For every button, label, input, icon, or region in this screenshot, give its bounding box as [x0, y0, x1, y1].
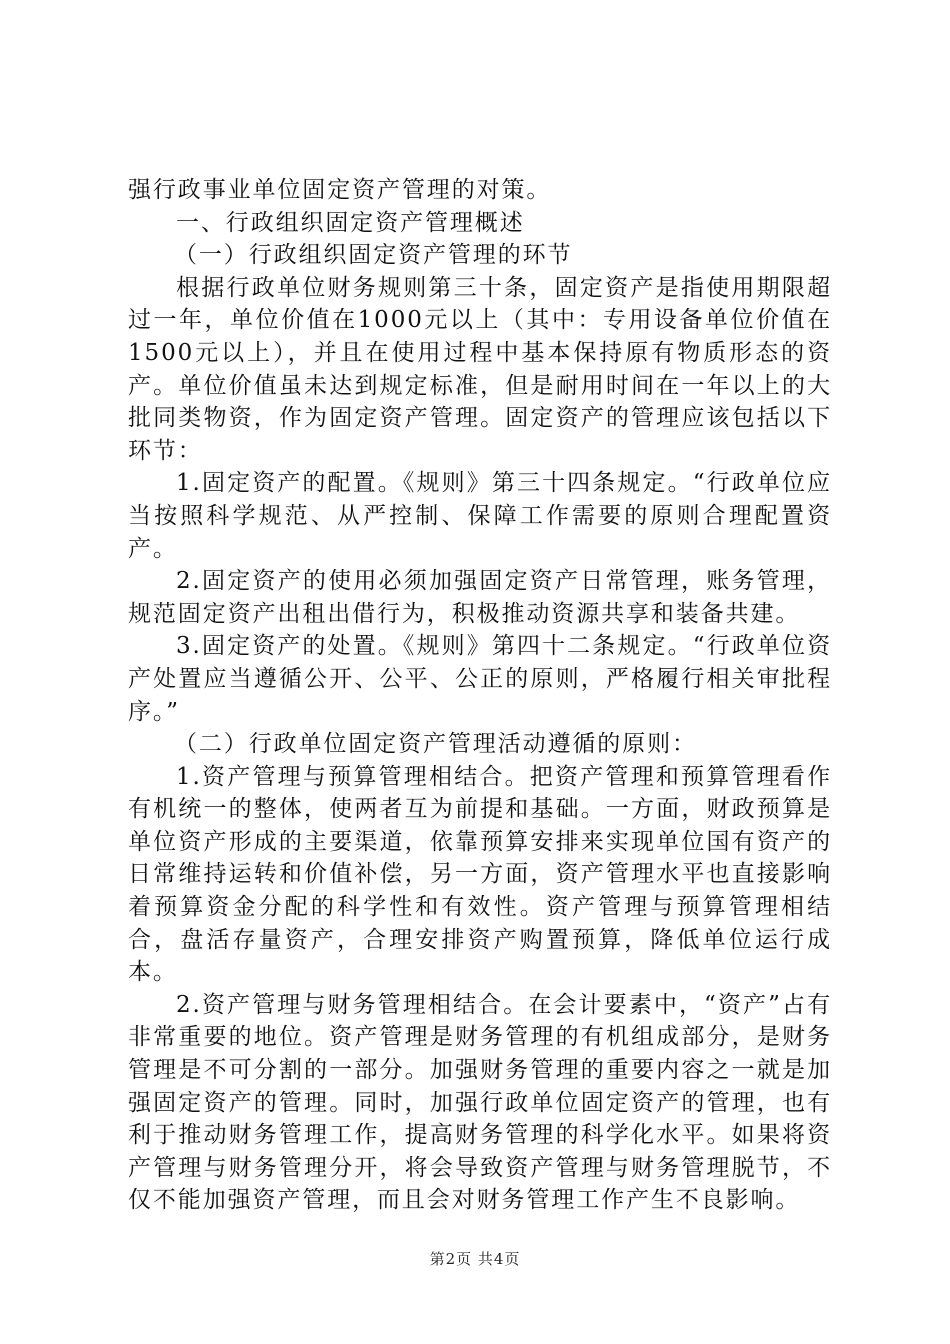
paragraph-definition: 根据行政单位财务规则第三十条，固定资产是指使用期限超过一年，单位价值在1000元以上（其中：专用设备单位价值在1500元以上），并且在使用过程中基本保持原有物质形态的资产。单位价值虽未达到规定标准，但是耐用时间在一年以上的大批同类物资，作为固定资产管理。固定资产的管理应该包括以下环节： — [128, 274, 832, 464]
paragraph-continuation: 强行政事业单位固定资产管理的对策。 — [128, 177, 552, 203]
page-footer: 第2页 共4页 — [429, 1250, 521, 1268]
principle-finance: 2.资产管理与财务管理相结合。在会计要素中，“资产”占有非常重要的地位。资产管理是财务管理的有机组成部分，是财务管理是不可分割的一部分。加强财务管理的重要内容之一就是加强固定资产的管理。同时，加强行政单位固定资产的管理，也有利于推动财务管理工作，提高财务管理的科学化水平。如果将资产管理与财务管理分开，将会导致资产管理与财务管理脱节，不仅不能加强资产管理，而且会对财务管理工作产生不良影响。 — [128, 991, 832, 1214]
section-heading-1: 一、行政组织固定资产管理概述 — [176, 209, 525, 236]
list-item-configuration: 1.固定资产的配置。《规则》第三十四条规定。“行政单位应当按照科学规范、从严控制、保障工作需要的原则合理配置资产。 — [128, 470, 832, 562]
list-item-usage: 2.固定资产的使用必须加强固定资产日常管理，账务管理，规范固定资产出租出借行为，积极推动资源共享和装备共建。 — [128, 568, 832, 627]
document-body — [128, 174, 832, 1217]
subsection-heading-2: （二）行政单位固定资产管理活动遵循的原则： — [174, 731, 697, 758]
list-item-disposal: 3.固定资产的处置。《规则》第四十二条规定。“行政单位资产处置应当遵循公开、公平、公正的原则，严格履行相关审批程序。” — [128, 633, 832, 725]
subsection-heading-1: （一）行政组织固定资产管理的环节 — [174, 242, 573, 269]
principle-budget: 1.资产管理与预算管理相结合。把资产管理和预算管理看作有机统一的整体，使两者互为前提和基础。一方面，财政预算是单位资产形成的主要渠道，依靠预算安排来实现单位国有资产的日常维持运转和价值补偿，另一方面，资产管理水平也直接影响着预算资金分配的科学性和有效性。资产管理与预算管理相结合，盘活存量资产，合理安排资产购置预算，降低单位运行成本。 — [128, 763, 832, 986]
